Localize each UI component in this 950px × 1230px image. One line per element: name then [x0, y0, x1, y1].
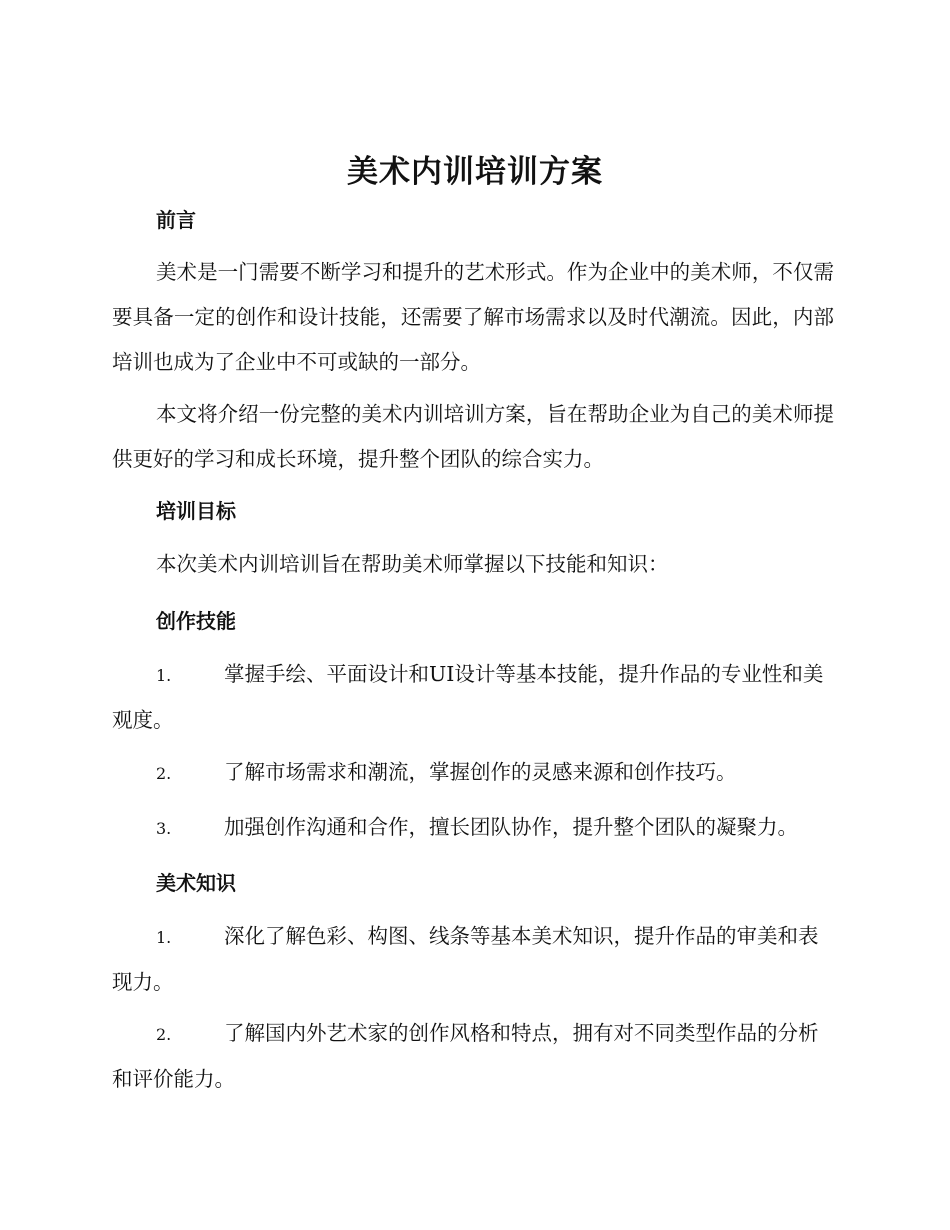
list-number: 2. [156, 764, 172, 783]
list-item-text: 了解市场需求和潮流，掌握创作的灵感来源和创作技巧。 [224, 760, 737, 784]
document-title: 美术内训培训方案 [347, 154, 603, 190]
heading-art-knowledge: 美术知识 [156, 871, 236, 895]
goals-intro-paragraph: 本次美术内训培训旨在帮助美术师掌握以下技能和知识： [156, 552, 669, 576]
creative-list-item [112, 652, 834, 743]
creative-list-item [112, 805, 834, 851]
heading-preface: 前言 [156, 208, 196, 232]
list-number: 2. [156, 1025, 172, 1044]
preface-paragraph-2: 本文将介绍一份完整的美术内训培训方案，旨在帮助企业为自己的美术师提供更好的学习和成长环境，提升整个团队的综合实力。 [112, 402, 834, 471]
list-item-text: 深化了解色彩、构图、线条等基本美术知识，提升作品的审美和表现力。 [112, 924, 819, 994]
list-number: 1. [156, 928, 172, 947]
preface-paragraph-1: 美术是一门需要不断学习和提升的艺术形式。作为企业中的美术师，不仅需要具备一定的创作和设计技能，还需要了解市场需求以及时代潮流。因此，内部培训也成为了企业中不可或缺的一部分。 [112, 260, 834, 374]
heading-creative-skills: 创作技能 [156, 609, 236, 633]
creative-list-item [112, 750, 834, 796]
list-number: 1. [156, 666, 172, 685]
list-number: 3. [156, 819, 172, 838]
list-item-text: 掌握手绘、平面设计和UI设计等基本技能，提升作品的专业性和美观度。 [112, 662, 824, 732]
list-item-text: 了解国内外艺术家的创作风格和特点，拥有对不同类型作品的分析和评价能力。 [112, 1021, 819, 1091]
knowledge-list-item [112, 914, 834, 1005]
knowledge-list-item [112, 1011, 834, 1102]
list-item-text: 加强创作沟通和合作，擅长团队协作，提升整个团队的凝聚力。 [224, 815, 798, 839]
heading-training-goals: 培训目标 [156, 499, 236, 523]
